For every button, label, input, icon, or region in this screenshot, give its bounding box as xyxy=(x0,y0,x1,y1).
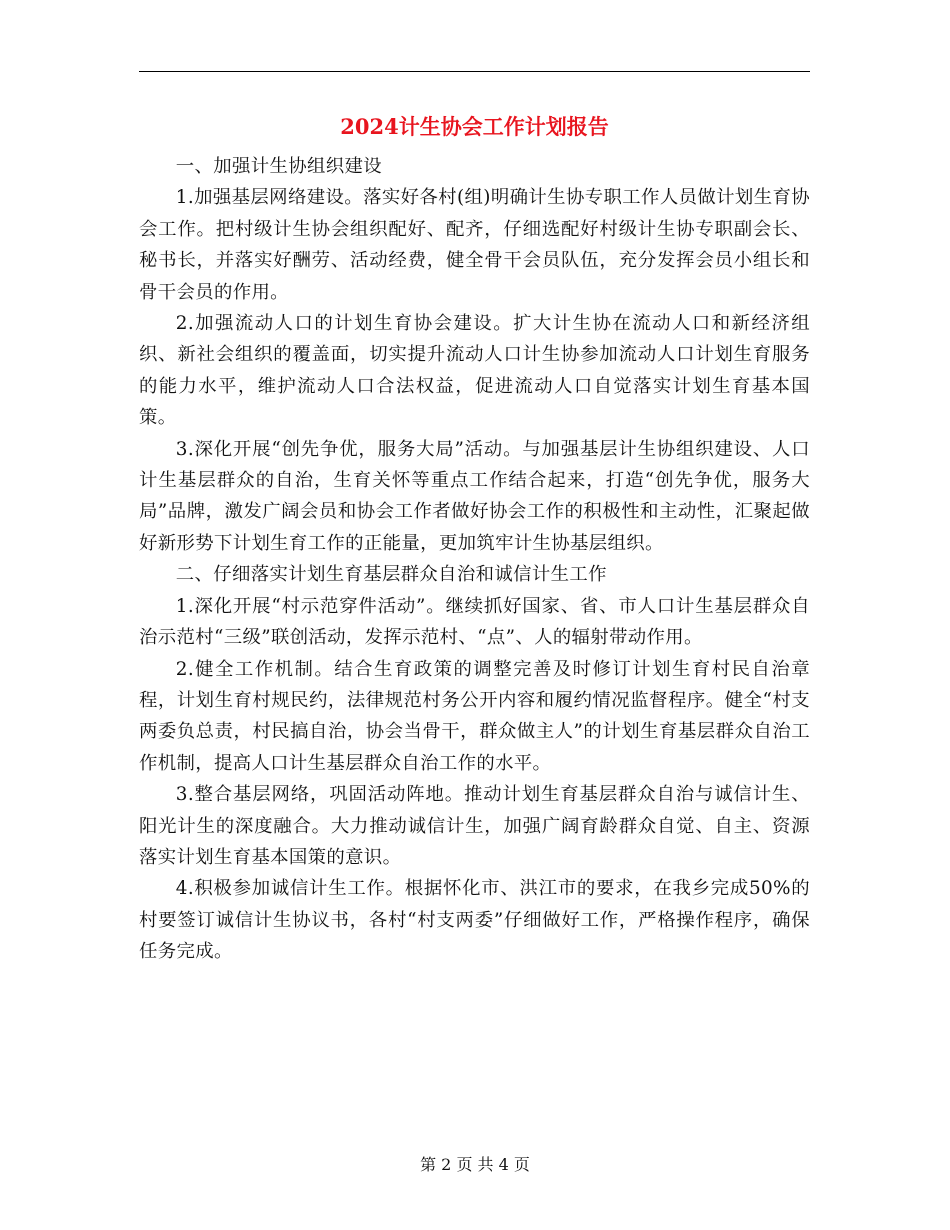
document-body xyxy=(139,151,810,968)
header-rule xyxy=(139,71,810,72)
paragraph: 3.深化开展“创先争优，服务大局”活动。与加强基层计生协组织建设、人口计生基层群众的自治，生育关怀等重点工作结合起来，打造“创先争优，服务大局”品牌，激发广阔会员和协会工作者做好协会工作的积极性和主动性，汇聚起做好新形势下计划生育工作的正能量，更加筑牢计生协基层组织。 xyxy=(139,438,810,554)
section-heading-1: 一、加强计生协组织建设 xyxy=(175,156,382,177)
paragraph: 2.加强流动人口的计划生育协会建设。扩大计生协在流动人口和新经济组织、新社会组织的覆盖面，切实提升流动人口计生协参加流动人口计划生育服务的能力水平，维护流动人口合法权益，促进流动人口自觉落实计划生育基本国策。 xyxy=(139,313,810,429)
page-number-footer: 第 2 页 共 4 页 xyxy=(420,1155,530,1174)
paragraph: 2.健全工作机制。结合生育政策的调整完善及时修订计划生育村民自治章程，计划生育村规民约，法律规范村务公开内容和履约情况监督程序。健全“村支两委负总责，村民搞自治，协会当骨干，群众做主人”的计划生育基层群众自治工作机制，提高人口计生基层群众自治工作的水平。 xyxy=(139,658,810,774)
paragraph: 1.深化开展“村示范穿件活动”。继续抓好国家、省、市人口计生基层群众自治示范村“三级”联创活动，发挥示范村、“点”、人的辐射带动作用。 xyxy=(139,595,810,649)
paragraph: 1.加强基层网络建设。落实好各村(组)明确计生协专职工作人员做计划生育协会工作。把村级计生协会组织配好、配齐，仔细选配好村级计生协专职副会长、秘书长，并落实好酬劳、活动经费，健全骨干会员队伍，充分发挥会员小组长和骨干会员的作用。 xyxy=(139,187,810,303)
document-title: 2024计生协会工作计划报告 xyxy=(340,114,609,139)
section-heading-2: 二、仔细落实计划生育基层群众自治和诚信计生工作 xyxy=(175,564,607,586)
paragraph: 4.积极参加诚信计生工作。根据怀化市、洪江市的要求，在我乡完成50%的村要签订诚信计生协议书，各村“村支两委”仔细做好工作，严格操作程序，确保任务完成。 xyxy=(139,878,810,963)
paragraph: 3.整合基层网络，巩固活动阵地。推动计划生育基层群众自治与诚信计生、阳光计生的深度融合。大力推动诚信计生，加强广阔育龄群众自觉、自主、资源落实计划生育基本国策的意识。 xyxy=(139,784,810,868)
